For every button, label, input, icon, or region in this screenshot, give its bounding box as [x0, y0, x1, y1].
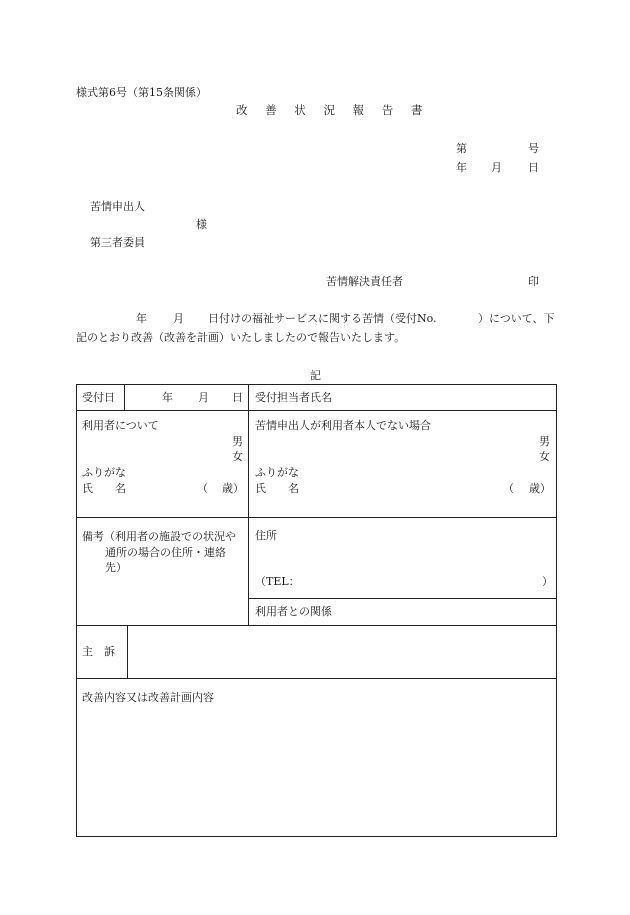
- intro-month: 月: [173, 312, 184, 325]
- date-year: 年: [456, 161, 467, 174]
- complainant-section-label: 苦情申出人が利用者本人でない場合: [255, 419, 431, 432]
- tel-label: （TEL：: [255, 575, 300, 588]
- record-heading: 記: [310, 369, 321, 382]
- user-age-close: 歳）: [222, 482, 244, 495]
- date-month: 月: [491, 161, 502, 174]
- number-suffix: 号: [528, 142, 539, 155]
- user-furigana: ふりがな: [82, 466, 126, 479]
- improvement-label: 改善内容又は改善計画内容: [82, 691, 214, 704]
- reception-date-label: 受付日: [82, 391, 115, 404]
- remarks-line3: 先）: [105, 561, 127, 574]
- tel-close: ）: [542, 575, 553, 588]
- relation-label: 利用者との関係: [255, 605, 332, 618]
- user-name-label: 氏 名: [82, 482, 126, 495]
- form-number: 様式第6号（第15条関係）: [76, 86, 207, 99]
- complainant-name-label: 氏 名: [255, 482, 299, 495]
- complainant-female: 女: [539, 450, 550, 463]
- responsible-label: 苦情解決責任者: [326, 275, 403, 288]
- seal-mark: 印: [528, 275, 539, 288]
- reception-year: 年: [162, 391, 173, 404]
- honorific: 様: [196, 218, 207, 231]
- remarks-line2: 通所の場合の住所・連絡: [105, 546, 226, 559]
- date-day: 日: [528, 161, 539, 174]
- third-party-label: 第三者委員: [90, 236, 145, 249]
- user-age-open: （: [197, 482, 208, 495]
- complainant-label: 苦情申出人: [90, 200, 145, 213]
- user-female: 女: [232, 450, 243, 463]
- main-complaint-label: 主 訴: [82, 645, 115, 658]
- user-section-label: 利用者について: [82, 419, 159, 432]
- reception-day: 日: [232, 391, 243, 404]
- remarks-line1: 備考（利用者の施設での状況や: [82, 530, 236, 543]
- complainant-age-open: （: [503, 482, 514, 495]
- complainant-male: 男: [539, 435, 550, 448]
- address-label: 住所: [255, 529, 277, 542]
- complainant-furigana: ふりがな: [255, 466, 299, 479]
- intro-text: 日付けの福祉サービスに関する苦情（受付No.: [208, 312, 437, 325]
- intro-line2: 記のとおり改善（改善を計画）いたしましたので報告いたします。: [76, 331, 406, 344]
- intro-text-end: ）について、下: [478, 312, 555, 325]
- number-prefix: 第: [456, 142, 467, 155]
- reception-month: 月: [198, 391, 209, 404]
- user-male: 男: [232, 435, 243, 448]
- intro-year: 年: [136, 312, 147, 325]
- document-title: 改 善 状 況 報 告 書: [236, 103, 430, 117]
- staff-name-label: 受付担当者氏名: [255, 391, 332, 404]
- complainant-age-close: 歳）: [529, 482, 551, 495]
